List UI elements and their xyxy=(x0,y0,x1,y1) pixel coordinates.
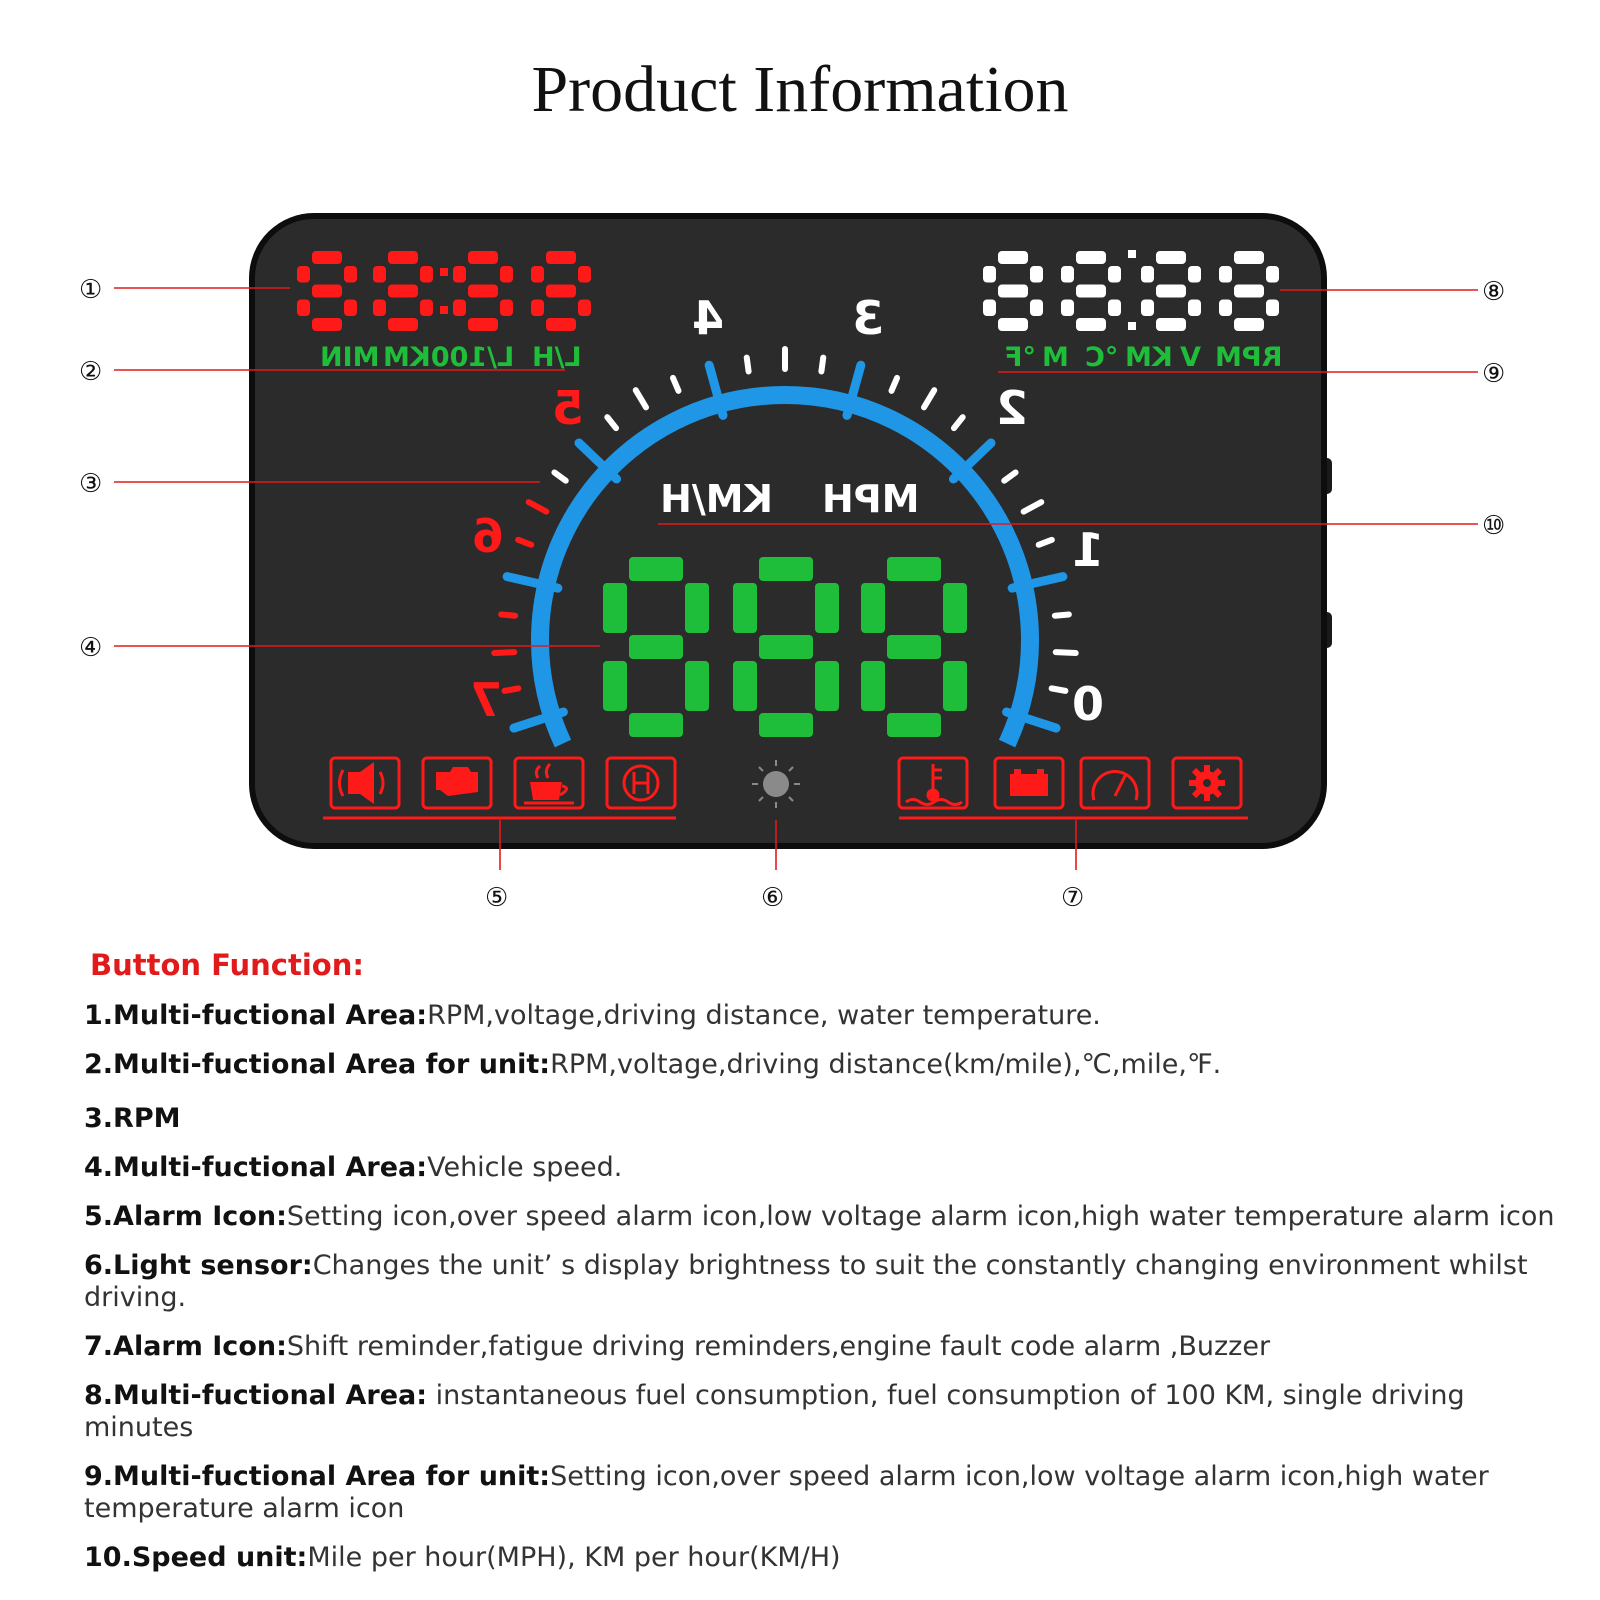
function-label: 10.Speed unit: xyxy=(84,1542,308,1573)
callout-6: ⑥ xyxy=(761,883,785,913)
callout-5: ⑤ xyxy=(485,883,509,913)
unit-label-fahrenheit: °F xyxy=(1004,342,1036,373)
function-label: 4.Multi-fuctional Area: xyxy=(84,1152,428,1183)
unit-label-l-100km: L/100KM xyxy=(383,342,515,373)
hud-device-body xyxy=(252,216,1324,846)
gauge-minor-tick xyxy=(747,358,749,372)
callout-10: ⑩ xyxy=(1482,511,1506,541)
unit-label-m: M xyxy=(1042,342,1069,373)
function-item-5 xyxy=(84,1201,1564,1233)
gauge-number-7: 7 xyxy=(470,673,503,727)
callout-8: ⑧ xyxy=(1482,277,1506,307)
button-function-section xyxy=(84,948,1564,1591)
gauge-minor-tick xyxy=(501,614,515,615)
function-label: 6.Light sensor: xyxy=(84,1250,313,1281)
function-description: Setting icon,over speed alarm icon,low voltage alarm icon,high water temperature alarm icon xyxy=(286,1201,1555,1232)
gauge-minor-tick xyxy=(494,652,514,653)
speed-unit-kmh: KM/H xyxy=(660,477,773,521)
function-label: 2.Multi-fuctional Area for unit: xyxy=(84,1049,551,1080)
function-label: 5.Alarm Icon: xyxy=(84,1201,287,1232)
gauge-number-0: 0 xyxy=(1072,677,1105,731)
callout-7: ⑦ xyxy=(1061,883,1085,913)
function-item-4 xyxy=(84,1152,1564,1184)
callout-4: ④ xyxy=(79,633,103,663)
function-item-8 xyxy=(84,1380,1564,1444)
function-item-10 xyxy=(84,1542,1564,1574)
gauge-minor-tick xyxy=(1056,652,1076,653)
gauge-number-2: 2 xyxy=(996,381,1029,435)
gauge-minor-tick xyxy=(1052,688,1066,690)
unit-label-celsius: °C xyxy=(1085,342,1119,373)
unit-label-v: V xyxy=(1180,342,1201,373)
function-description: RPM,voltage,driving distance, water temperature. xyxy=(427,1000,1101,1031)
function-description: Setting icon,over speed alarm icon,low voltage alarm icon,high water temperature alarm icon xyxy=(84,1461,1489,1524)
function-item-6 xyxy=(84,1250,1564,1314)
unit-label-l-h: L/H xyxy=(532,342,582,373)
function-description: Changes the unit’ s display brightness to suit the constantly changing environment whilst driving. xyxy=(84,1250,1528,1313)
function-label: 8.Multi-fuctional Area: xyxy=(84,1380,428,1411)
function-description: Vehicle speed. xyxy=(427,1152,623,1183)
gauge-minor-tick xyxy=(505,688,519,690)
function-item-3 xyxy=(84,1103,1564,1135)
button-function-heading: Button Function: xyxy=(90,948,364,982)
function-item-2 xyxy=(84,1049,1564,1081)
callout-2: ② xyxy=(79,357,103,387)
gauge-minor-tick xyxy=(1055,614,1069,615)
function-label: 3.RPM xyxy=(84,1103,181,1134)
callout-1: ① xyxy=(79,275,103,305)
function-description: RPM,voltage,driving distance(km/mile),℃,mile,℉. xyxy=(550,1049,1222,1080)
callout-9: ⑨ xyxy=(1482,359,1506,389)
gauge-number-4: 4 xyxy=(692,291,725,345)
function-item-7 xyxy=(84,1331,1564,1363)
speed-unit-mph: MPH xyxy=(822,477,920,521)
function-item-9 xyxy=(84,1461,1564,1525)
gauge-number-1: 1 xyxy=(1072,523,1105,577)
function-description: instantaneous fuel consumption, fuel consumption of 100 KM, single driving minutes xyxy=(84,1380,1465,1443)
left-unit-labels xyxy=(320,342,582,373)
unit-label-rpm: RPM xyxy=(1215,342,1283,373)
function-description: Shift reminder,fatigue driving reminders,engine fault code alarm ,Buzzer xyxy=(286,1331,1271,1362)
callout-3: ③ xyxy=(79,469,103,499)
unit-label-min: MIN xyxy=(320,342,380,373)
function-label: 1.Multi-fuctional Area: xyxy=(84,1000,428,1031)
gauge-number-6: 6 xyxy=(472,509,505,563)
unit-label-km: KM xyxy=(1125,342,1173,373)
gauge-minor-tick xyxy=(821,358,823,372)
right-unit-labels xyxy=(1004,342,1282,373)
gauge-number-5: 5 xyxy=(552,381,585,435)
function-item-1 xyxy=(84,1000,1564,1032)
function-label: 9.Multi-fuctional Area for unit: xyxy=(84,1461,551,1492)
page-title: Product Information xyxy=(531,53,1069,126)
function-description: Mile per hour(MPH), KM per hour(KM/H) xyxy=(307,1542,841,1573)
function-label: 7.Alarm Icon: xyxy=(84,1331,287,1362)
gauge-number-3: 3 xyxy=(852,291,885,345)
